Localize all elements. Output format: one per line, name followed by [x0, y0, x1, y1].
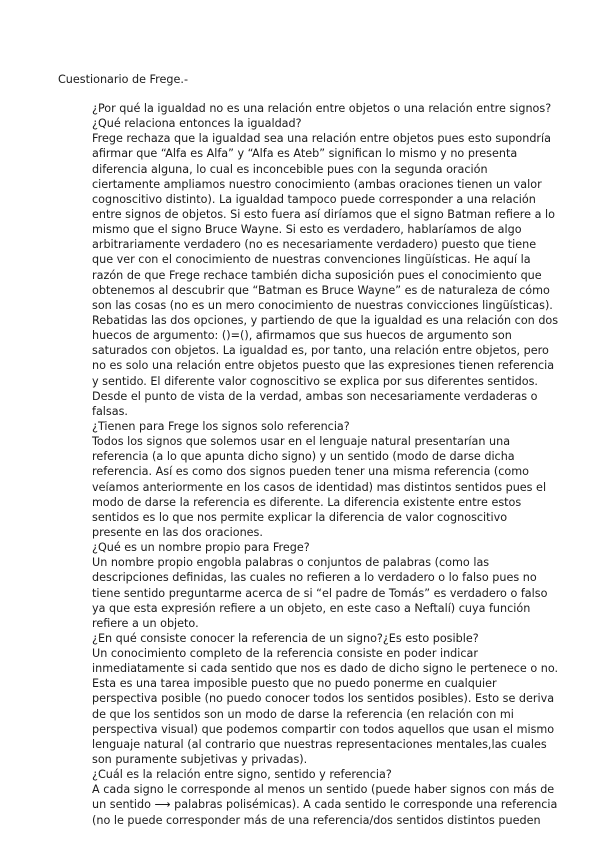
page-title: Cuestionario de Frege.-	[58, 73, 188, 86]
text-line: falsas.	[92, 404, 128, 418]
text-line: perspectiva visual) que podemos compartir con todos aquellos que usan el mismo	[92, 722, 555, 736]
text-line: tiene sentido preguntarme acerca de si “el padre de Tomás” es verdadero o falso	[92, 586, 548, 600]
text-line: modo de darse la referencia es diferente. La diferencia existente entre estos	[92, 495, 522, 509]
text-line: arbitrariamente verdadero (no es necesariamente verdadero) puesto que tiene	[92, 238, 537, 252]
text-line: ¿Cuál es la relación entre signo, sentido y referencia?	[92, 768, 392, 782]
text-line: no es solo una relación entre objetos puesto que las expresiones tienen referencia	[92, 359, 555, 373]
text-line: ¿Qué relaciona entonces la igualdad?	[92, 117, 302, 131]
text-line: Desde el punto de vista de la verdad, ambas son necesariamente verdaderas o	[92, 389, 538, 403]
text-line: ¿Por qué la igualdad no es una relación entre objetos o una relación entre signos?	[92, 102, 552, 115]
text-line: lenguaje natural (al contrario que nuestras representaciones mentales,las cuales	[92, 737, 547, 751]
text-line: son puramente subjetivas y privadas).	[92, 753, 308, 767]
text-line: entre signos de objetos. Si esto fuera así diríamos que el signo Batman refiere a lo	[92, 207, 555, 221]
text-line: que ver con el conocimiento de nuestras convenciones lingüísticas. He aquí la	[92, 253, 531, 267]
text-line: Un conocimiento completo de la referencia consiste en poder indicar	[92, 647, 478, 661]
text-line: y sentido. El diferente valor cognoscitivo se explica por sus diferentes sentidos.	[92, 374, 538, 388]
text-line: Rebatidas las dos opciones, y partiendo de que la igualdad es una relación con dos	[92, 313, 559, 327]
text-line: ya que esta expresión refiere a un objeto, en este caso a Neftalí) cuya función	[92, 601, 531, 615]
text-line: ¿En qué consiste conocer la referencia de un signo?¿Es esto posible?	[92, 631, 479, 645]
text-line: afirmar que “Alfa es Alfa” y “Alfa es Ateb” significan lo mismo y no presenta	[92, 147, 518, 161]
text-line: referencia. Así es como dos signos pueden tener una misma referencia (como	[92, 465, 530, 479]
text-line: obtenemos al descubrir que “Batman es Bruce Wayne” es de naturaleza de cómo	[92, 283, 550, 297]
text-line: ¿Qué es un nombre propio para Frege?	[92, 541, 310, 555]
text-line: veíamos anteriormente en los casos de identidad) mas distintos sentidos pues el	[92, 480, 547, 494]
text-line: refiere a un objeto.	[92, 616, 199, 630]
text-line: Frege rechaza que la igualdad sea una relación entre objetos pues esto supondría	[92, 132, 551, 146]
document-body	[92, 101, 562, 828]
text-line: ¿Tienen para Frege los signos solo referencia?	[92, 419, 350, 433]
text-line: Todos los signos que solemos usar en el lenguaje natural presentarían una	[92, 435, 511, 449]
text-line: (no le puede corresponder más de una referencia/dos sentidos distintos pueden	[92, 813, 541, 827]
text-line: referencia (a lo que apunta dicho signo) y un sentido (modo de darse dicha	[92, 450, 515, 464]
text-line: cognoscitivo distinto). La igualdad tampoco puede corresponder a una relación	[92, 192, 536, 206]
text-line: son las cosas (no es un mero conocimiento de nuestras convicciones lingüísticas).	[92, 298, 553, 312]
text-line: diferencia alguna, lo cual es inconcebible pues con la segunda oración	[92, 162, 488, 176]
text-line: presente en las dos oraciones.	[92, 525, 263, 539]
text-line: perspectiva posible (no puedo conocer todos los sentidos posibles). Esto se deriva	[92, 692, 555, 706]
text-line: de que los sentidos son un modo de darse la referencia (en relación con mi	[92, 707, 514, 721]
text-line: huecos de argumento: ()=(), afirmamos que sus huecos de argumento son	[92, 329, 512, 343]
text-line: ciertamente ampliamos nuestro conocimiento (ambas oraciones tienen un valor	[92, 177, 542, 191]
text-line: saturados con objetos. La igualdad es, por tanto, una relación entre objetos, pero	[92, 344, 549, 358]
text-line: mismo que el signo Bruce Wayne. Si esto es verdadero, hablaríamos de algo	[92, 223, 522, 237]
text-line: Un nombre propio engobla palabras o conjuntos de palabras (como las	[92, 556, 490, 570]
text-line: inmediatamente si cada sentido que nos es dado de dicho signo le pertenece o no.	[92, 662, 559, 676]
text-line: Esta es una tarea imposible puesto que no puedo ponerme en cualquier	[92, 677, 497, 691]
text-line: un sentido ⟶ palabras polisémicas). A cada sentido le corresponde una referencia	[92, 798, 558, 812]
text-line: descripciones definidas, las cuales no refieren a lo verdadero o lo falso pues no	[92, 571, 537, 585]
text-line: A cada signo le corresponde al menos un sentido (puede haber signos con más de	[92, 783, 555, 797]
text-line: sentidos es lo que nos permite explicar la diferencia de valor cognoscitivo	[92, 510, 508, 524]
text-line: razón de que Frege rechace también dicha suposición pues el conocimiento que	[92, 268, 542, 282]
